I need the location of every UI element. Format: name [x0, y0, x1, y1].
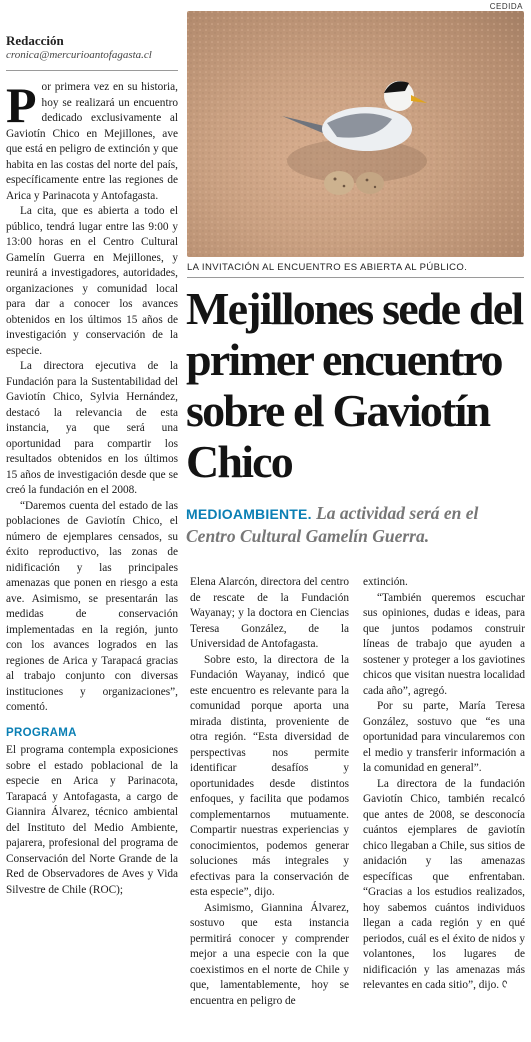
paragraph: Asimismo, Giannina Álvarez, sostuvo que esta instancia permitirá conocer y comprender mejor a una especie con la que coexistimos en el norte de Chile y que, lamentablemente, hoy se encuentra en peligro de — [190, 901, 349, 1007]
bird-illustration — [187, 11, 524, 257]
deck-text: La actividad será en el Centro Cultural Gamelín Guerra. — [186, 503, 479, 546]
deck — [186, 502, 526, 547]
paragraph: El programa contempla exposiciones sobre el estado poblacional de la especie en Arica y Parinacota, Tarapacá y Antofagasta, a cargo de Giannira Álvarez, técnico ambiental del Instituto del Medio Ambiente, pajarera, profesional del programa de Conservación del Norte Grande de la Red de Observadores de Aves y Vida Silvestre de Chile (ROC); — [6, 744, 178, 896]
photo-credit: CEDIDA — [489, 2, 523, 11]
byline-divider — [6, 70, 178, 71]
article-column-1 — [6, 77, 178, 898]
subhead-programa: PROGRAMA — [6, 726, 77, 739]
paragraph: Sobre esto, la directora de la Fundación Wayanay, indicó que este encuentro es relevante para la comunidad porque aporta una mirada distinta, proveniente de otra región. “Esta diversidad de perspectivas nos permite identificar desafíos y oportunidades desde distintos enfoques, y facilita que podamos complementarnos mutuamente. Compartir nuestras experiencias y conocimientos, podemos generar soluciones más integrales y efectivas para la conservación de esta especie”, dijo. — [190, 653, 349, 898]
paragraph: extinción. — [363, 576, 408, 588]
drop-cap: P — [6, 77, 37, 133]
caption-divider — [187, 277, 524, 278]
end-mark-icon: ᢗ — [501, 980, 508, 991]
paragraph: “También queremos escuchar sus opiniones, dudas e ideas, para que juntos podamos construir líneas de trabajo que ayuden a sostener y proteger a los gaviotines chicos que visitan nuestra localidad cada año”, agregó. — [363, 591, 525, 697]
paragraph-text: La directora de la fundación Gaviotín Chico, también recalcó que antes de 2008, se desconocía cuántos ejemplares de gaviotín chico llegaban a Chile, sus sitios de anidación y las amenazas específicas que enfrentaban. “Gracias a los estudios realizados, hoy sabemos cuántos individuos llegan a cada región y en qué periodos, cuál es el éxito de nidos y volantones, los lugares de nidificación y las amenazas más relevantes en cada sitio”, dijo. — [363, 777, 525, 991]
paragraph: Elena Alarcón, directora del centro de rescate de la Fundación Wayanay; y la doctora en Ciencias Teresa González, de la Universidad de Antofagasta. — [190, 576, 349, 650]
gaviotin-photo — [187, 11, 524, 257]
section-tag: MEDIOAMBIENTE. — [186, 506, 312, 522]
byline-email: cronica@mercurioantofagasta.cl — [6, 49, 152, 61]
article-column-3 — [363, 575, 525, 994]
paragraph: Por su parte, María Teresa González, sostuvo que “es una oportunidad para vincularemos con el medio y transferir información a la comunidad en general”. — [363, 700, 525, 774]
photo-caption: LA INVITACIÓN AL ENCUENTRO ES ABIERTA AL PÚBLICO. — [187, 262, 468, 273]
paragraph: La directora ejecutiva de la Fundación para la Sustentabilidad del Gaviotín Chico, Sylvia Hernández, destacó la relevancia de esta instancia, ya que será una oportunidad para compartir los resultados obtenidos en los últimos 15 años de investigación desde que se creó la fundación en el 2008. — [6, 360, 178, 496]
headline: Mejillones sede del primer encuentro sobre el Gaviotín Chico — [186, 283, 523, 487]
paragraph: “Daremos cuenta del estado de las poblaciones de Gaviotín Chico, el número de ejemplares censados, su éxito reproductivo, las zonas de nidificación y las principales amenazas que ponen en riesgo a esta ave. Asimismo, se presentarán las medidas de conservación implementadas en la región, junto con los avances logrados en las regiones de Arica y Tarapacá gracias al trabajo conjunto con diversas instituciones y organizaciones”, comentó. — [6, 499, 178, 713]
paragraph — [363, 777, 525, 994]
byline-name: Redacción — [6, 33, 64, 48]
paragraph: or primera vez en su historia, hoy se realizará un encuentro dedicado exclusivamente al Gaviotín Chico en Mejillones, ave que está en peligro de extinción y que habita en las costas del norte del país, específicamente entre las regiones de Arica y Parinacota y Antofagasta. — [6, 81, 178, 202]
paragraph: La cita, que es abierta a todo el público, tendrá lugar entre las 9:00 y 13:00 horas en el Centro Cultural Gamelín Guerra en Mejillones, y reunirá a investigadores, autoridades, organizaciones y comunidad local para dar a conocer los avances obtenidos en los últimos 15 años de investigación y conservación de la especie. — [6, 205, 178, 357]
article-column-2 — [190, 575, 349, 1009]
